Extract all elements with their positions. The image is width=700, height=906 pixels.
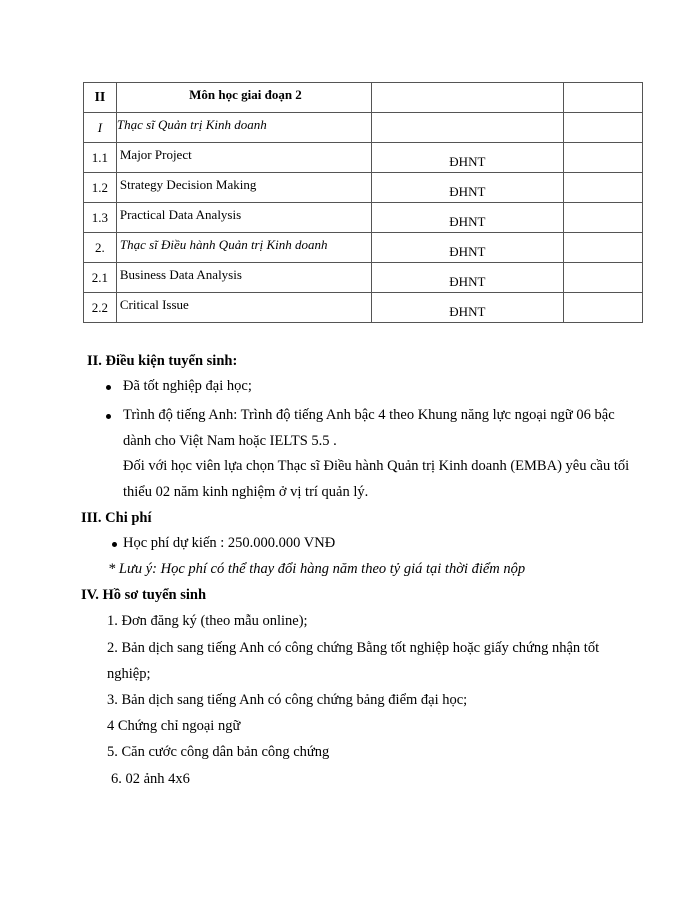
- row-number: 2.2: [84, 293, 117, 323]
- document-item-2-line1: 2. Bản dịch sang tiếng Anh có công chứng Bằng tốt nghiệp hoặc giấy chứng nhận tốt: [107, 640, 600, 656]
- table-row: [84, 143, 643, 173]
- row-extra: [563, 143, 642, 173]
- row-mode: [372, 113, 564, 143]
- admission-bullet-english-line1: Trình độ tiếng Anh: Trình độ tiếng Anh bậc 4 theo Khung năng lực ngoại ngữ 06 bậc: [123, 407, 615, 423]
- section-cost-title: III. Chi phí: [81, 510, 152, 526]
- tuition-note: * Lưu ý: Học phí có thể thay đổi hàng năm theo tỷ giá tại thời điểm nộp: [108, 561, 526, 577]
- row-number: 2.: [84, 233, 117, 263]
- row-mode: ĐHNT: [372, 293, 564, 323]
- document-item-3: 3. Bản dịch sang tiếng Anh có công chứng bảng điểm đại học;: [107, 692, 468, 708]
- row-number: 2.1: [84, 263, 117, 293]
- header-mode-cell: [372, 83, 564, 113]
- section-admission-title: II. Điều kiện tuyển sinh:: [87, 353, 238, 369]
- emba-note-line1: Đối với học viên lựa chọn Thạc sĩ Điều hành Quản trị Kinh doanh (EMBA) yêu cầu tối: [123, 458, 630, 474]
- header-number: II: [84, 83, 117, 113]
- row-extra: [563, 233, 642, 263]
- row-number: 1.3: [84, 203, 117, 233]
- row-name: Major Project: [116, 143, 371, 173]
- bullet-icon: [112, 542, 117, 547]
- emba-note-line2: thiểu 02 năm kinh nghiệm ở vị trí quản lý.: [123, 484, 369, 500]
- table-header-row: [84, 83, 643, 113]
- row-number: 1.2: [84, 173, 117, 203]
- row-extra: [563, 263, 642, 293]
- header-extra-cell: [563, 83, 642, 113]
- table-row: [84, 203, 643, 233]
- document-item-5: 5. Căn cước công dân bản công chứng: [107, 744, 330, 760]
- row-mode: ĐHNT: [372, 173, 564, 203]
- table-row: [84, 173, 643, 203]
- row-mode: ĐHNT: [372, 143, 564, 173]
- row-extra: [563, 113, 642, 143]
- row-number: 1.1: [84, 143, 117, 173]
- row-number: I: [84, 113, 117, 143]
- row-mode: ĐHNT: [372, 263, 564, 293]
- row-name: Strategy Decision Making: [116, 173, 371, 203]
- row-extra: [563, 173, 642, 203]
- header-title: Môn học giai đoạn 2: [116, 83, 371, 113]
- row-name: Business Data Analysis: [116, 263, 371, 293]
- row-extra: [563, 293, 642, 323]
- row-name: Thạc sĩ Điều hành Quản trị Kinh doanh: [116, 233, 371, 263]
- row-name: Thạc sĩ Quản trị Kinh doanh: [116, 113, 371, 143]
- bullet-icon: [106, 414, 111, 419]
- admission-bullet-degree: Đã tốt nghiệp đại học;: [123, 378, 252, 394]
- tuition-fee: Học phí dự kiến : 250.000.000 VNĐ: [123, 535, 336, 551]
- row-mode: ĐHNT: [372, 233, 564, 263]
- admission-bullet-english-line2: dành cho Việt Nam hoặc IELTS 5.5 .: [123, 433, 337, 449]
- row-extra: [563, 203, 642, 233]
- bullet-icon: [106, 385, 111, 390]
- table-row: [84, 113, 643, 143]
- document-item-2-line2: nghiệp;: [107, 666, 151, 682]
- document-item-4: 4 Chứng chỉ ngoại ngữ: [107, 718, 241, 734]
- row-name: Critical Issue: [116, 293, 371, 323]
- course-table: [83, 82, 643, 323]
- table-row: [84, 233, 643, 263]
- document-item-1: 1. Đơn đăng ký (theo mẫu online);: [107, 613, 308, 629]
- section-documents-title: IV. Hồ sơ tuyển sinh: [81, 587, 207, 603]
- document-item-6: 6. 02 ảnh 4x6: [111, 771, 190, 787]
- row-mode: ĐHNT: [372, 203, 564, 233]
- row-name: Practical Data Analysis: [116, 203, 371, 233]
- table-row: [84, 263, 643, 293]
- table-row: [84, 293, 643, 323]
